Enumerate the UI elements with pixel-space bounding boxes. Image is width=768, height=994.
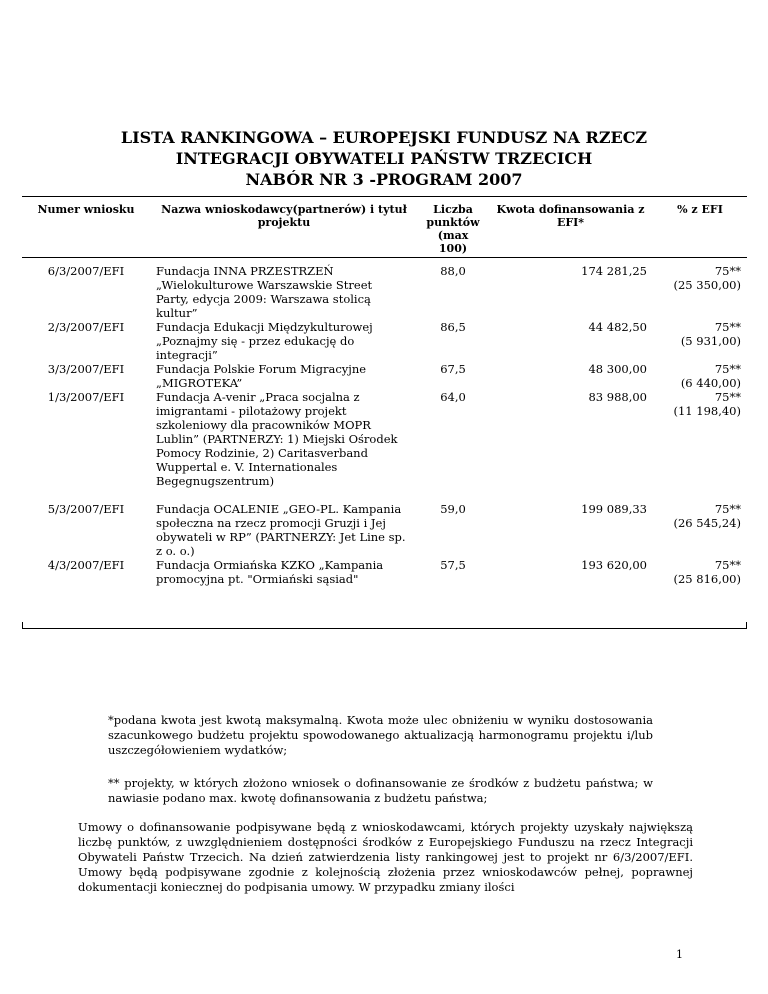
table-bottom-border — [22, 628, 747, 629]
row-name: Fundacja Polskie Forum Migracyjne „MIGROTEKA” — [156, 362, 367, 390]
row-amount: 83 988,00 — [588, 390, 647, 404]
row-name: Fundacja Edukacji Międzykulturowej „Poznajmy się - przez edukację do integracji” — [156, 320, 373, 362]
document-title — [60, 127, 708, 190]
row-percent — [653, 502, 747, 558]
header-points: Liczba punktów (max 100) — [418, 197, 488, 258]
row-percent — [653, 362, 747, 390]
row-percent-value: 75** — [714, 362, 741, 376]
footnote-amount: *podana kwota jest kwotą maksymalną. Kwota może ulec obniżeniu w wyniku dostosowania szacunkowego budżetu projektu spowodowanego aktualizacją harmonogramu projektu i/lub uszczegółowieniem wydatków; — [108, 713, 653, 757]
row-name: Fundacja Ormiańska KZKO „Kampania promocyjna pt. "Ormiański sąsiad" — [156, 558, 384, 586]
row-number: 3/3/2007/EFI — [47, 362, 125, 376]
table-row — [22, 502, 747, 558]
row-number: 6/3/2007/EFI — [47, 264, 125, 278]
row-amount: 193 620,00 — [581, 558, 647, 572]
header-amount: Kwota dofinansowania z EFI* — [488, 197, 653, 258]
row-amount: 44 482,50 — [588, 320, 647, 334]
table-left-tick — [22, 622, 23, 629]
row-percent-value: 75** — [714, 320, 741, 334]
row-amount: 199 089,33 — [581, 502, 647, 516]
row-budget-value: (26 545,24) — [673, 516, 741, 530]
row-number: 5/3/2007/EFI — [47, 502, 125, 516]
page-number: 1 — [676, 948, 683, 961]
row-budget-value: (25 816,00) — [673, 572, 741, 586]
table-row — [22, 390, 747, 502]
header-number: Numer wniosku — [22, 197, 150, 258]
row-percent — [653, 390, 747, 502]
title-line-1: LISTA RANKINGOWA – EUROPEJSKI FUNDUSZ NA RZECZ — [120, 128, 648, 147]
row-name: Fundacja OCALENIE „GEO-PL. Kampania społeczna na rzecz promocji Gruzji i Jej obywateli w RP” (PARTNERZY: Jet Line sp. z o. o.) — [156, 502, 406, 558]
row-name: Fundacja A-venir „Praca socjalna z imigrantami - pilotażowy projekt szkoleniowy dla pracowników MOPR Lublin” (PARTNERZY: 1) Miejski Ośrodek Pomocy Rodzinie, 2) Caritasverband Wuppertal e. V. Internationales Begegnugszentrum) — [156, 390, 398, 488]
row-number: 2/3/2007/EFI — [47, 320, 125, 334]
row-percent-value: 75** — [714, 390, 741, 404]
table-row — [22, 320, 747, 362]
table-header-row — [22, 197, 747, 258]
row-percent-value: 75** — [714, 502, 741, 516]
row-budget-value: (25 350,00) — [673, 278, 741, 292]
row-amount: 174 281,25 — [581, 264, 647, 278]
row-number: 4/3/2007/EFI — [47, 558, 125, 572]
contract-paragraph: Umowy o dofinansowanie podpisywane będą z wnioskodawcami, których projekty uzyskały największą liczbę punktów, z uwzględnieniem dostępności środków z Europejskiego Funduszu na rzecz Integracji Obywateli Państw Trzecich. Na dzień zatwierdzenia listy rankingowej jest to projekt nr 6/3/2007/EFI. Umowy będą podpisywane zgodnie z kolejnością złożenia przez wnioskodawców pełnej, poprawnej dokumentacji koniecznej do podpisania umowy. W przypadku zmiany ilości — [78, 820, 693, 894]
row-points: 67,5 — [440, 362, 466, 376]
row-percent-value: 75** — [714, 558, 741, 572]
row-points: 59,0 — [440, 502, 466, 516]
row-percent-value: 75** — [714, 264, 741, 278]
row-percent — [653, 558, 747, 586]
row-budget-value: (11 198,40) — [673, 404, 741, 418]
table-row — [22, 362, 747, 390]
row-percent — [653, 264, 747, 320]
title-line-2: INTEGRACJI OBYWATELI PAŃSTW TRZECICH — [175, 149, 593, 168]
row-points: 64,0 — [440, 390, 466, 404]
row-points: 88,0 — [440, 264, 466, 278]
table-right-tick — [746, 622, 747, 629]
table-row — [22, 558, 747, 586]
header-name: Nazwa wnioskodawcy(partnerów) i tytuł projektu — [150, 197, 418, 258]
row-budget-value: (5 931,00) — [680, 334, 741, 348]
ranking-table — [22, 196, 747, 586]
table-row — [22, 264, 747, 320]
row-name: Fundacja INNA PRZESTRZEŃ „Wielokulturowe Warszawskie Street Party, edycja 2009: Warszawa stolicą kultur” — [156, 264, 373, 320]
row-amount: 48 300,00 — [588, 362, 647, 376]
row-points: 57,5 — [440, 558, 466, 572]
row-number: 1/3/2007/EFI — [47, 390, 125, 404]
footnote-budget: ** projekty, w których złożono wniosek o dofinansowanie ze środków z budżetu państwa; w nawiasie podano max. kwotę dofinansowania z budżetu państwa; — [108, 776, 653, 805]
row-percent — [653, 320, 747, 362]
row-budget-value: (6 440,00) — [680, 376, 741, 390]
title-line-3: NABÓR NR 3 -PROGRAM 2007 — [245, 170, 523, 189]
row-points: 86,5 — [440, 320, 466, 334]
header-percent: % z EFI — [653, 197, 747, 258]
